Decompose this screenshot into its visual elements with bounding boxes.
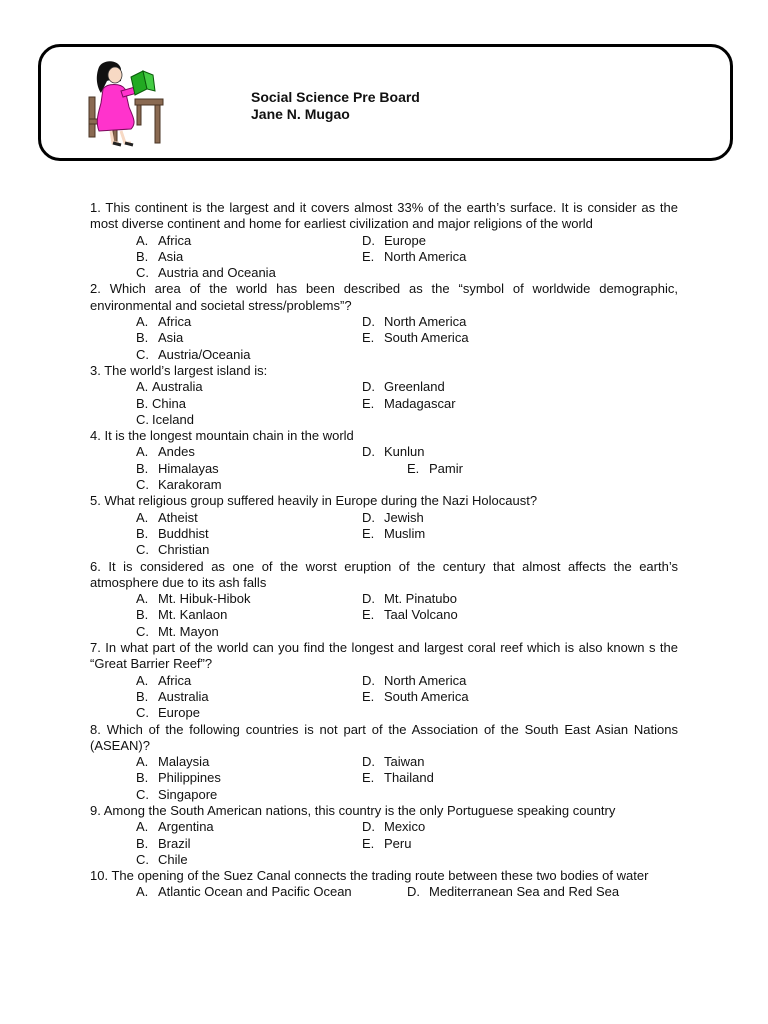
answer-option <box>362 836 411 852</box>
option-letter: A. <box>136 672 149 688</box>
question-text: 6. It is considered as one of the worst eruption of the century that almost affects the earth’s atmosphere due to its ash falls <box>90 558 678 590</box>
answer-option <box>136 770 221 786</box>
header-text <box>251 89 420 123</box>
option-letter: A. <box>136 232 149 248</box>
option-text: Pamir <box>429 460 463 476</box>
option-text: Asia <box>158 248 184 264</box>
option-letter: B. <box>136 688 149 704</box>
answer-option <box>362 607 458 623</box>
question-text: 1. This continent is the largest and it covers almost 33% of the earth’s surface. It is consider as the most diverse continent and home for earliest civilization and major religions of the world <box>90 200 678 232</box>
option-text: Malaysia <box>158 754 210 770</box>
option-letter: B. <box>136 607 149 623</box>
answer-option <box>136 396 186 412</box>
option-letter: B. <box>136 248 149 264</box>
option-text: Peru <box>384 835 412 851</box>
option-text: Taiwan <box>384 754 425 770</box>
question-item <box>90 200 678 281</box>
option-row <box>90 444 678 460</box>
option-letter: B. <box>136 330 149 346</box>
girl-reading-at-desk-icon <box>85 59 175 151</box>
option-text: Austria and Oceania <box>158 265 276 281</box>
option-text: Muslim <box>384 525 426 541</box>
option-letter: C. <box>136 346 149 362</box>
option-row <box>90 314 678 330</box>
option-letter: D. <box>407 884 420 900</box>
option-text: North America <box>384 672 467 688</box>
answer-option <box>136 884 352 900</box>
answer-option <box>407 461 463 477</box>
answer-option <box>362 330 469 346</box>
option-letter: E. <box>362 395 375 411</box>
option-text: Christian <box>158 542 210 558</box>
answer-option <box>136 526 209 542</box>
answer-option <box>136 852 188 868</box>
option-row <box>90 510 678 526</box>
answer-option <box>136 542 209 558</box>
answer-option <box>362 526 425 542</box>
option-text: Europe <box>384 232 426 248</box>
option-text: North America <box>384 248 467 264</box>
question-text: 8. Which of the following countries is not part of the Association of the South East Asian Nations (ASEAN)? <box>90 721 678 753</box>
answer-option <box>136 673 191 689</box>
author-name: Jane N. Mugao <box>251 106 350 122</box>
answer-option <box>136 461 219 477</box>
option-row <box>90 607 678 623</box>
question-text: 2. Which area of the world has been described as the “symbol of worldwide demographic, environmental and societal stress/problems”? <box>90 281 678 313</box>
option-row <box>90 819 678 835</box>
option-letter: E. <box>407 460 420 476</box>
option-text: Europe <box>158 705 200 721</box>
option-text: Atheist <box>158 509 198 525</box>
answer-option <box>362 770 434 786</box>
option-row <box>90 477 678 493</box>
option-text: Kunlun <box>384 444 425 460</box>
document-title: Social Science Pre Board <box>251 89 420 105</box>
option-letter: D. <box>362 672 375 688</box>
option-text: Singapore <box>158 786 218 802</box>
answer-option <box>362 673 466 689</box>
option-text: Buddhist <box>158 525 209 541</box>
option-letter: A. <box>136 379 149 395</box>
option-letter: A. <box>136 509 149 525</box>
option-row <box>90 526 678 542</box>
answer-option <box>136 444 195 460</box>
option-letter: A. <box>136 591 149 607</box>
option-row <box>90 265 678 281</box>
option-letter: D. <box>362 509 375 525</box>
answer-option <box>362 314 466 330</box>
option-text: Africa <box>158 672 192 688</box>
answer-option <box>136 379 203 395</box>
option-text: Mt. Kanlaon <box>158 607 228 623</box>
answer-option <box>136 347 251 363</box>
answer-option <box>362 510 424 526</box>
answer-option <box>136 754 209 770</box>
question-item <box>90 493 678 558</box>
option-text: Chile <box>158 851 188 867</box>
option-text: Mediterranean Sea and Red Sea <box>429 884 620 900</box>
option-row <box>90 347 678 363</box>
question-item <box>90 281 678 362</box>
option-letter: C. <box>136 851 149 867</box>
option-text: Mexico <box>384 819 426 835</box>
option-row <box>90 884 678 900</box>
option-letter: D. <box>362 379 375 395</box>
option-text: Greenland <box>384 379 445 395</box>
option-letter: E. <box>362 688 375 704</box>
option-text: South America <box>384 688 469 704</box>
option-row <box>90 591 678 607</box>
answer-option <box>136 412 194 428</box>
question-list <box>90 200 678 901</box>
option-letter: D. <box>362 591 375 607</box>
answer-option <box>362 819 425 835</box>
option-letter: B. <box>136 460 149 476</box>
option-text: Africa <box>158 232 192 248</box>
option-letter: C. <box>136 477 149 493</box>
option-letter: A. <box>136 444 149 460</box>
option-row <box>90 689 678 705</box>
option-text: Australia <box>158 688 209 704</box>
option-letter: C. <box>136 411 149 427</box>
option-text: Asia <box>158 330 184 346</box>
question-item <box>90 803 678 868</box>
answer-option <box>136 314 191 330</box>
option-letter: B. <box>136 770 149 786</box>
option-text: Africa <box>158 314 192 330</box>
option-row <box>90 542 678 558</box>
answer-option <box>362 233 426 249</box>
option-row <box>90 673 678 689</box>
option-row <box>90 249 678 265</box>
answer-option <box>136 233 191 249</box>
option-letter: E. <box>362 248 375 264</box>
answer-option <box>136 705 200 721</box>
header-box <box>38 44 733 161</box>
option-text: Brazil <box>158 835 191 851</box>
answer-option <box>362 444 424 460</box>
option-row <box>90 787 678 803</box>
question-item <box>90 559 678 640</box>
answer-option <box>362 754 424 770</box>
answer-option <box>136 330 183 346</box>
option-text: Thailand <box>384 770 434 786</box>
option-letter: B. <box>136 525 149 541</box>
option-letter: A. <box>136 819 149 835</box>
option-letter: C. <box>136 542 149 558</box>
option-letter: A. <box>136 314 149 330</box>
question-text: 7. In what part of the world can you find the longest and largest coral reef which is also known s the “Great Barrier Reef”? <box>90 640 678 672</box>
question-text: 4. It is the longest mountain chain in the world <box>90 428 354 444</box>
answer-option <box>362 379 445 395</box>
answer-option <box>136 689 209 705</box>
option-letter: D. <box>362 754 375 770</box>
option-letter: A. <box>136 884 149 900</box>
answer-option <box>136 624 219 640</box>
option-row <box>90 233 678 249</box>
option-text: Karakoram <box>158 477 222 493</box>
option-row <box>90 412 678 428</box>
option-text: Australia <box>152 379 203 395</box>
option-letter: A. <box>136 754 149 770</box>
option-text: Mt. Pinatubo <box>384 591 457 607</box>
option-row <box>90 836 678 852</box>
option-letter: E. <box>362 607 375 623</box>
option-letter: B. <box>136 835 149 851</box>
answer-option <box>136 477 222 493</box>
option-text: Austria/Oceania <box>158 346 251 362</box>
answer-option <box>362 249 466 265</box>
option-letter: D. <box>362 819 375 835</box>
option-row <box>90 379 678 395</box>
answer-option <box>136 265 276 281</box>
option-letter: E. <box>362 525 375 541</box>
answer-option <box>136 836 191 852</box>
option-row <box>90 705 678 721</box>
option-row <box>90 754 678 770</box>
answer-option <box>136 607 227 623</box>
answer-option <box>136 787 217 803</box>
option-text: South America <box>384 330 469 346</box>
question-text: 5. What religious group suffered heavily in Europe during the Nazi Holocaust? <box>90 493 538 509</box>
option-row <box>90 330 678 346</box>
answer-option <box>136 249 183 265</box>
question-item <box>90 640 678 721</box>
option-text: Andes <box>158 444 195 460</box>
option-letter: C. <box>136 705 149 721</box>
option-row <box>90 770 678 786</box>
option-text: Taal Volcano <box>384 607 458 623</box>
option-text: North America <box>384 314 467 330</box>
option-letter: E. <box>362 770 375 786</box>
answer-option <box>136 819 214 835</box>
option-text: Mt. Mayon <box>158 623 219 639</box>
option-letter: D. <box>362 232 375 248</box>
question-item <box>90 428 678 493</box>
option-text: Himalayas <box>158 460 219 476</box>
option-text: Jewish <box>384 509 424 525</box>
option-text: Iceland <box>152 411 194 427</box>
question-item <box>90 722 678 803</box>
option-text: Philippines <box>158 770 221 786</box>
question-item <box>90 868 678 901</box>
option-letter: B. <box>136 395 149 411</box>
question-text: 3. The world’s largest island is: <box>90 362 268 378</box>
option-letter: C. <box>136 623 149 639</box>
option-letter: C. <box>136 786 149 802</box>
question-text: 9. Among the South American nations, this country is the only Portuguese speaking country <box>90 802 616 818</box>
option-row <box>90 852 678 868</box>
option-text: China <box>152 395 186 411</box>
answer-option <box>136 591 250 607</box>
option-letter: E. <box>362 330 375 346</box>
answer-option <box>362 396 456 412</box>
option-text: Mt. Hibuk-Hibok <box>158 591 251 607</box>
answer-option <box>362 689 469 705</box>
option-text: Madagascar <box>384 395 456 411</box>
option-letter: E. <box>362 835 375 851</box>
option-letter: D. <box>362 314 375 330</box>
option-letter: C. <box>136 265 149 281</box>
option-row <box>90 461 678 477</box>
option-letter: D. <box>362 444 375 460</box>
option-row <box>90 396 678 412</box>
answer-option <box>407 884 619 900</box>
question-item <box>90 363 678 428</box>
option-row <box>90 624 678 640</box>
option-text: Atlantic Ocean and Pacific Ocean <box>158 884 352 900</box>
question-text: 10. The opening of the Suez Canal connects the trading route between these two bodies of water <box>90 868 649 884</box>
answer-option <box>362 591 457 607</box>
option-text: Argentina <box>158 819 214 835</box>
answer-option <box>136 510 198 526</box>
